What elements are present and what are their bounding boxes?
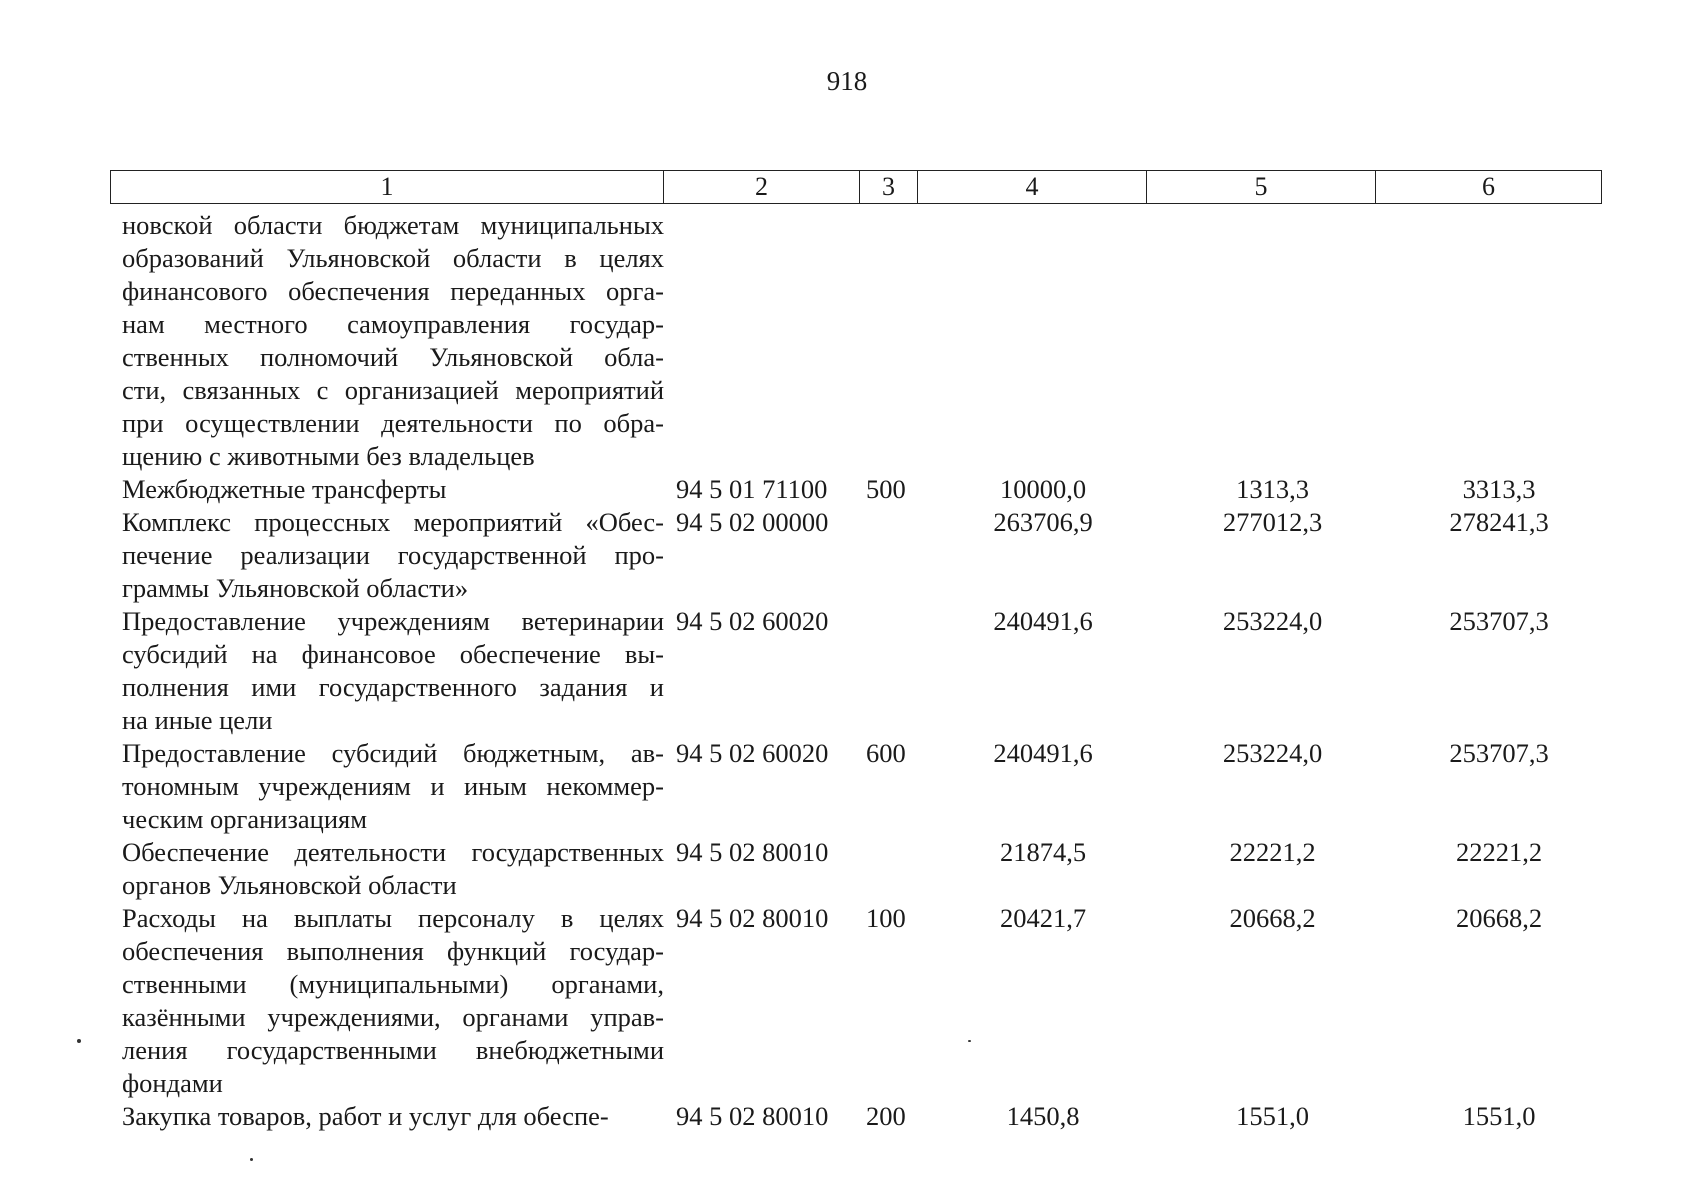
- row-name-line: образований Ульяновской области в целях: [122, 243, 664, 273]
- row-value-col6: 278241,3: [1449, 507, 1549, 537]
- row-code: 94 5 01 71100: [676, 474, 828, 504]
- row-name-line: Комплекс процессных мероприятий «Обес-: [122, 507, 664, 537]
- row-name-line: щению с животными без владельцев: [122, 441, 535, 471]
- table-row: [110, 737, 1610, 836]
- row-value-col5: 22221,2: [1229, 837, 1316, 867]
- row-value-col4: 240491,6: [993, 738, 1093, 768]
- row-name-line: ления государственными внебюджетными: [122, 1035, 664, 1065]
- row-name-line: Обеспечение деятельности государственных: [122, 837, 664, 867]
- row-name-line: ственными (муниципальными) органами,: [122, 969, 664, 999]
- row-value-col6: 20668,2: [1455, 903, 1543, 933]
- row-name: [110, 473, 664, 506]
- table-row: [110, 1100, 1610, 1133]
- column-header-table: [110, 170, 1602, 204]
- row-value-col5: 1313,3: [1236, 474, 1309, 504]
- row-name-line: казёнными учреждениями, органами управ-: [122, 1002, 664, 1032]
- row-value-col5: 1551,0: [1236, 1101, 1309, 1131]
- row-name-line: ственных полномочий Ульяновской обла-: [122, 342, 664, 372]
- row-value-col4: 20421,7: [999, 903, 1087, 933]
- table-row: [110, 902, 1610, 1100]
- row-name-line: сти, связанных с организацией мероприятий: [122, 375, 664, 405]
- scan-speck: [77, 1039, 81, 1043]
- row-value-col6: 253707,3: [1449, 606, 1549, 636]
- row-value-col5: 253224,0: [1222, 738, 1323, 768]
- row-value-col5: 20668,2: [1229, 903, 1316, 933]
- column-header-3: 3: [860, 171, 918, 204]
- row-value-col6: 3313,3: [1462, 474, 1536, 504]
- row-name: [110, 605, 664, 737]
- row-expense-type: 500: [866, 474, 906, 504]
- row-code: 94 5 02 60020: [676, 738, 829, 768]
- row-value-col6: 22221,2: [1455, 837, 1543, 867]
- row-name-line: Межбюджетные трансферты: [122, 474, 447, 504]
- row-name-line: Предоставление субсидий бюджетным, ав-: [122, 738, 664, 768]
- row-value-col4: 21874,5: [999, 837, 1087, 867]
- row-value-col4: 263706,9: [993, 507, 1093, 537]
- column-header-5: 5: [1147, 171, 1376, 204]
- budget-table-body: [110, 209, 1610, 1133]
- row-name-line: финансового обеспечения переданных орга-: [122, 276, 664, 306]
- column-header-row: [111, 171, 1602, 204]
- row-name: [110, 737, 664, 836]
- scan-speck: [968, 1040, 971, 1042]
- row-name-line: фондами: [122, 1068, 223, 1098]
- row-expense-type: 100: [866, 903, 906, 933]
- row-name: [110, 1100, 664, 1133]
- table-row: [110, 506, 1610, 605]
- row-name-line: на иные цели: [122, 705, 273, 735]
- column-header-4: 4: [918, 171, 1147, 204]
- row-name-line: печение реализации государственной про-: [122, 540, 664, 570]
- row-value-col6: 253707,3: [1449, 738, 1549, 768]
- column-header-1: 1: [111, 171, 664, 204]
- row-value-col4: 240491,6: [993, 606, 1093, 636]
- row-name-line: Закупка товаров, работ и услуг для обеспе-: [122, 1101, 609, 1131]
- row-name-line: Предоставление учреждениям ветеринарии: [122, 606, 664, 636]
- row-name-line: органов Ульяновской области: [122, 870, 457, 900]
- row-name-line: нам местного самоуправления государ-: [122, 309, 664, 339]
- row-name-line: субсидий на финансовое обеспечение вы-: [122, 639, 664, 669]
- row-code: 94 5 02 80010: [676, 837, 829, 867]
- table-row: [110, 605, 1610, 737]
- row-expense-type: 600: [866, 738, 906, 768]
- table-row: [110, 209, 1610, 473]
- row-name: [110, 506, 664, 605]
- row-name-line: тономным учреждениям и иным некоммер-: [122, 771, 664, 801]
- row-code: 94 5 02 80010: [676, 903, 829, 933]
- row-value-col5: 277012,3: [1222, 507, 1323, 537]
- row-name-line: новской области бюджетам муниципальных: [122, 210, 664, 240]
- row-name-line: ческим организациям: [122, 804, 368, 834]
- row-name-line: обеспечения выполнения функций государ-: [122, 936, 664, 966]
- row-code: 94 5 02 00000: [676, 507, 829, 537]
- row-name-line: при осуществлении деятельности по обра-: [122, 408, 664, 438]
- row-code: 94 5 02 60020: [676, 606, 829, 636]
- row-code: 94 5 02 80010: [676, 1101, 829, 1131]
- row-value-col4: 10000,0: [999, 474, 1087, 504]
- row-name-line: граммы Ульяновской области»: [122, 573, 469, 603]
- row-name-line: Расходы на выплаты персоналу в целях: [122, 903, 664, 933]
- row-expense-type: 200: [866, 1101, 906, 1131]
- row-name: [110, 209, 664, 473]
- row-name-line: полнения ими государственного задания и: [122, 672, 664, 702]
- row-value-col5: 253224,0: [1222, 606, 1323, 636]
- column-header-6: 6: [1376, 171, 1602, 204]
- row-name: [110, 836, 664, 902]
- table-row: [110, 473, 1610, 506]
- column-header-2: 2: [664, 171, 860, 204]
- row-value-col6: 1551,0: [1462, 1101, 1536, 1131]
- table-row: [110, 836, 1610, 902]
- scan-speck: [250, 1158, 253, 1161]
- page-number: 918: [826, 66, 868, 96]
- row-value-col4: 1450,8: [1006, 1101, 1080, 1131]
- row-name: [110, 902, 664, 1100]
